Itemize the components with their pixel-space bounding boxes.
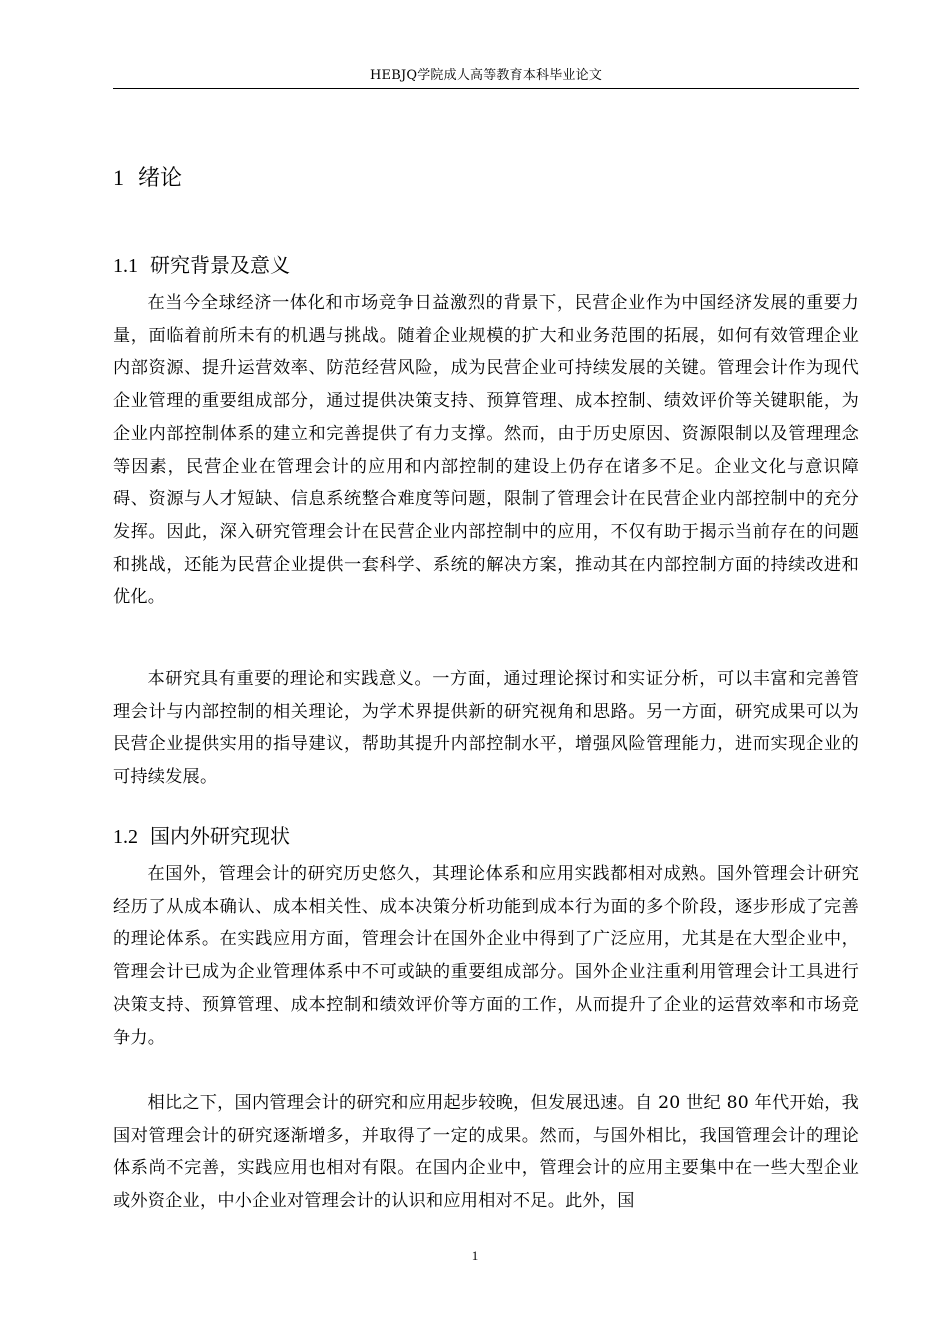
section-title: 国内外研究现状	[150, 824, 290, 848]
section-title: 研究背景及意义	[150, 253, 290, 277]
chapter-number: 1	[113, 165, 124, 190]
page-number: 1	[471, 1248, 479, 1263]
running-header: HEBJQ学院成人高等教育本科毕业论文	[369, 68, 603, 83]
header-rule	[113, 88, 859, 89]
paragraph-domestic-research: 相比之下，国内管理会计的研究和应用起步较晚，但发展迅速。自 20 世纪 80 年代开始，我国对管理会计的研究逐渐增多，并取得了一定的成果。然而，与国外相比，我国管理会计的理论体系尚不完善，实践应用也相对有限。在国内企业中，管理会计的应用主要集中在一些大型企业或外资企业，中小企业对管理会计的认识和应用相对不足。此外，国	[113, 1093, 859, 1212]
section-heading-1-2	[113, 819, 290, 854]
paragraph-significance: 本研究具有重要的理论和实践意义。一方面，通过理论探讨和实证分析，可以丰富和完善管理会计与内部控制的相关理论，为学术界提供新的研究视角和思路。另一方面，研究成果可以为民营企业提供实用的指导建议，帮助其提升内部控制水平，增强风险管理能力，进而实现企业的可持续发展。	[113, 669, 859, 788]
paragraph-background: 在当今全球经济一体化和市场竞争日益激烈的背景下，民营企业作为中国经济发展的重要力量，面临着前所未有的机遇与挑战。随着企业规模的扩大和业务范围的拓展，如何有效管理企业内部资源、提升运营效率、防范经营风险，成为民营企业可持续发展的关键。管理会计作为现代企业管理的重要组成部分，通过提供决策支持、预算管理、成本控制、绩效评价等关键职能，为企业内部控制体系的建立和完善提供了有力支撑。然而，由于历史原因、资源限制以及管理理念等因素，民营企业在管理会计的应用和内部控制的建设上仍存在诸多不足。企业文化与意识障碍、资源与人才短缺、信息系统整合难度等问题，限制了管理会计在民营企业内部控制中的充分发挥。因此，深入研究管理会计在民营企业内部控制中的应用，不仅有助于揭示当前存在的问题和挑战，还能为民营企业提供一套科学、系统的解决方案，推动其在内部控制方面的持续改进和优化。	[113, 293, 859, 608]
chapter-heading	[113, 160, 182, 197]
section-number: 1.2	[113, 826, 138, 848]
section-number: 1.1	[113, 255, 138, 277]
paragraph-foreign-research: 在国外，管理会计的研究历史悠久，其理论体系和应用实践都相对成熟。国外管理会计研究经历了从成本确认、成本相关性、成本决策分析功能到成本行为面的多个阶段，逐步形成了完善的理论体系。在实践应用方面，管理会计在国外企业中得到了广泛应用，尤其是在大型企业中，管理会计已成为企业管理体系中不可或缺的重要组成部分。国外企业注重利用管理会计工具进行决策支持、预算管理、成本控制和绩效评价等方面的工作，从而提升了企业的运营效率和市场竞争力。	[113, 864, 859, 1048]
section-heading-1-1	[113, 248, 290, 283]
chapter-title: 绪论	[138, 166, 183, 191]
